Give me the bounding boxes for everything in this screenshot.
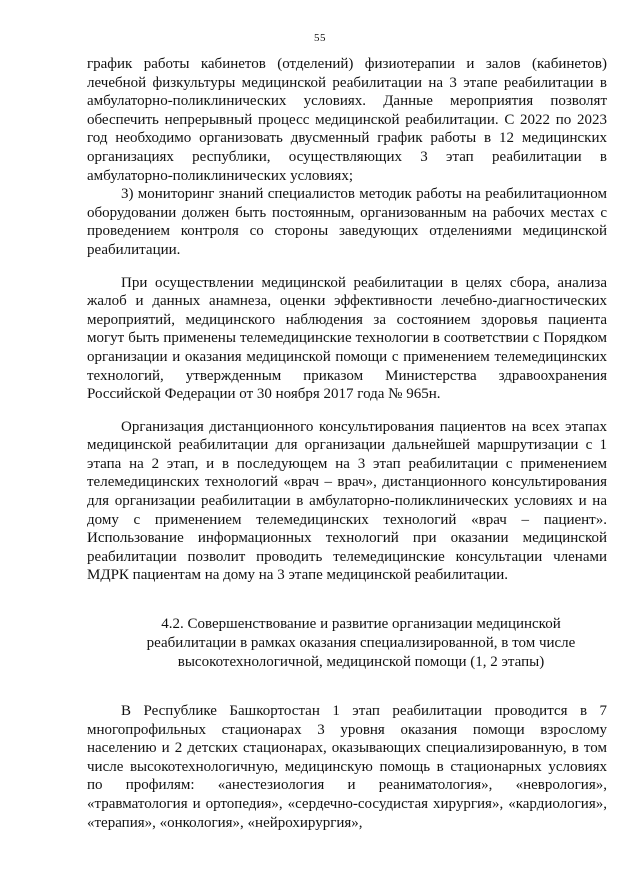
section-heading-line: реабилитации в рамках оказания специализированной, в том числе	[146, 635, 576, 652]
page-number: 55	[314, 32, 326, 44]
paragraph-monitoring: 3) мониторинг знаний специалистов методик работы на реабилитационном оборудовании должен быть постоянным, организованным на рабочих местах с проведением контроля со стороны заведующих отделениями медицинской реабилитации.	[87, 186, 607, 258]
section-heading-line: высокотехнологичной, медицинской помощи (1, 2 этапы)	[177, 654, 545, 671]
paragraph-bashkortostan: В Республике Башкортостан 1 этап реабилитации проводится в 7 многопрофильных стационарах 3 уровня оказания помощи взрослому населению и 2 детских стационарах, оказывающих специализированную, в том числе высокотехнологичную, медицинскую помощь в стационарных условиях по профилям: «анестезиология и реаниматология», «неврология», «травматология и ортопедия», «сердечно-сосудистая хирургия», «кардиология», «терапия», «онкология», «нейрохирургия»,	[87, 703, 607, 831]
paragraph-remote-consulting: Организация дистанционного консультирования пациентов на всех этапах медицинской реабилитации для организации дальнейшей маршрутизации с 1 этапа на 2 этап, и в последующем на 3 этап реабилитации с применением телемедицинских технологий «врач – врач», дистанционного консультирования для организации реабилитации в амбулаторно-поликлинических условиях и на дому с применением телемедицинских технологий «врач – пациент». Использование информационных технологий при оказании медицинской реабилитации позволит проводить телемедицинские консультации членами МДРК пациентам на дому на 3 этапе медицинской реабилитации.	[87, 418, 607, 584]
section-heading-line: 4.2. Совершенствование и развитие организации медицинской	[161, 616, 561, 633]
paragraph-telemedicine: При осуществлении медицинской реабилитации в целях сбора, анализа жалоб и данных анамнеза, оценки эффективности лечебно-диагностических мероприятий, медицинского наблюдения за состоянием здоровья пациента могут быть применены телемедицинские технологии в соответствии с Порядком организации и оказания медицинской помощи с применением телемедицинских технологий, утвержденным приказом Министерства здравоохранения Российской Федерации от 30 ноября 2017 года № 965н.	[87, 274, 607, 403]
section-heading	[87, 615, 607, 672]
paragraph-schedule: график работы кабинетов (отделений) физиотерапии и залов (кабинетов) лечебной физкультуры медицинской реабилитации на 3 этапе реабилитации в амбулаторно-поликлинических условиях. Данные мероприятия позволят обеспечить непрерывный процесс медицинской реабилитации. С 2022 по 2023 год необходимо организовать двусменный график работы в 12 медицинских организациях республики, осуществляющих 3 этап реабилитации в амбулаторно-поликлинических условиях;	[87, 56, 607, 184]
document-body	[87, 55, 607, 832]
